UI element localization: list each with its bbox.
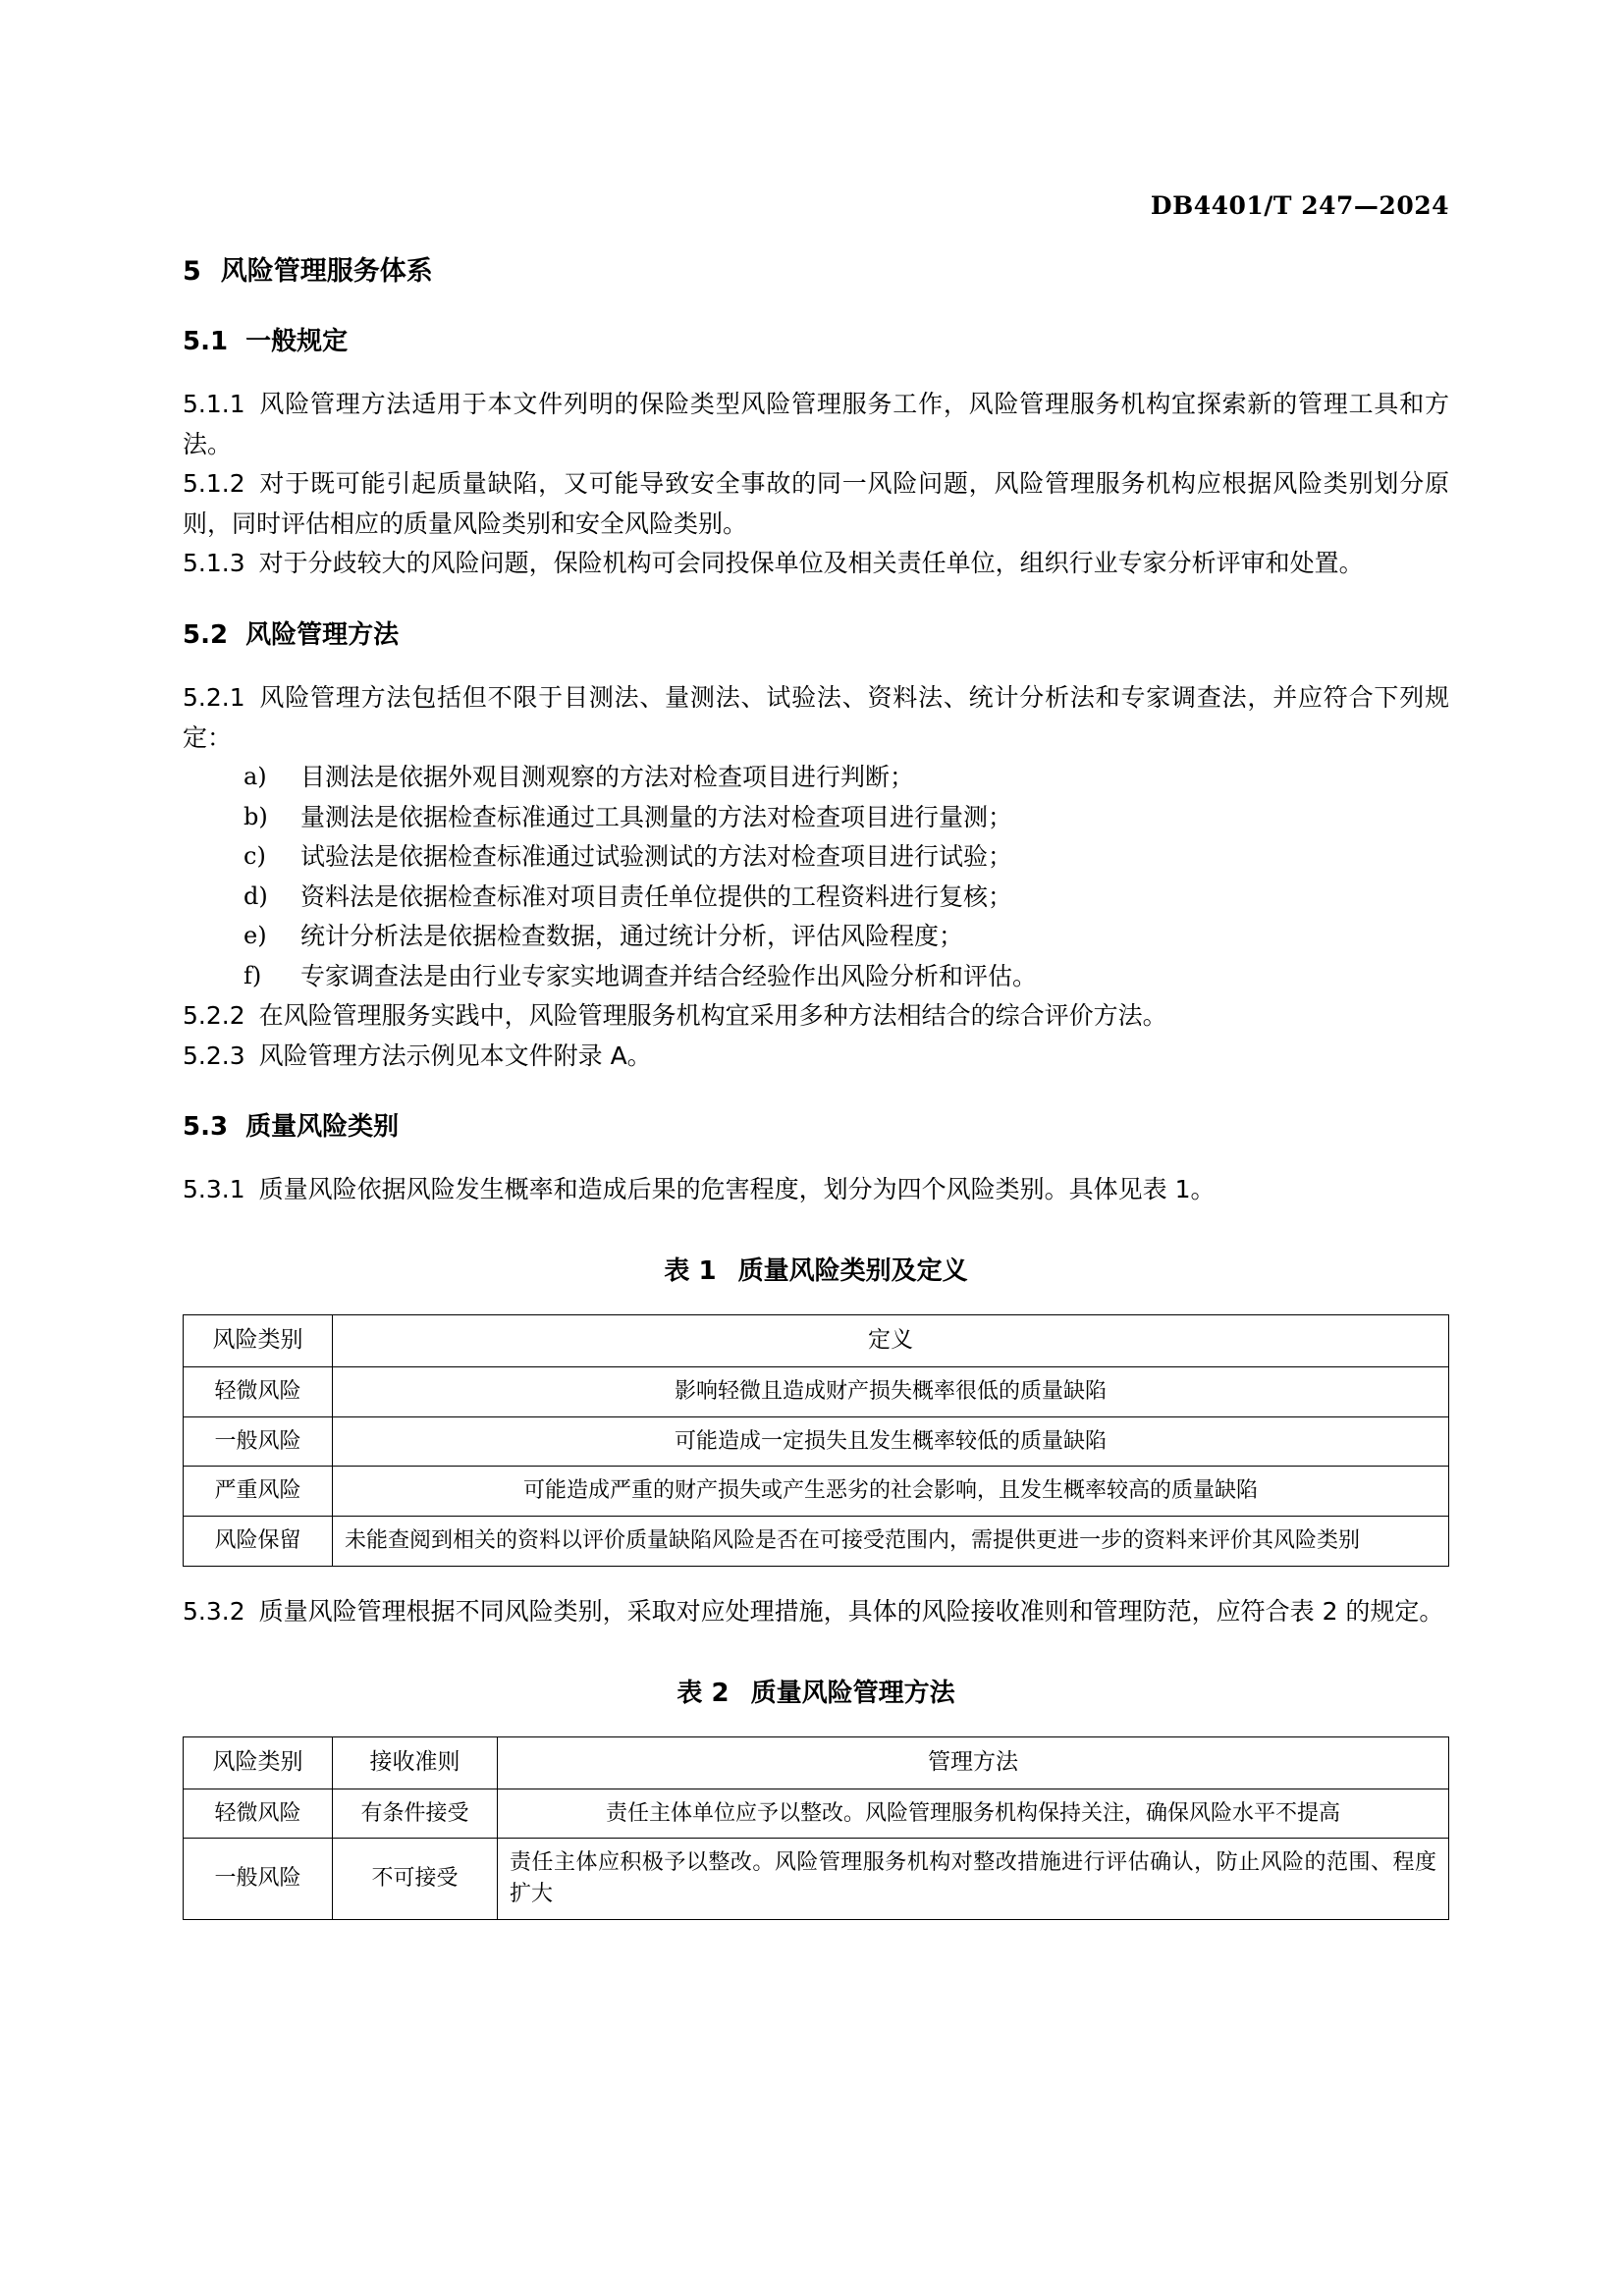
table-header-row <box>184 1737 1449 1789</box>
list-item <box>183 957 1449 997</box>
table-row <box>184 1366 1449 1416</box>
document-body <box>183 253 1449 1920</box>
section-number-5-3: 5.3 <box>183 1112 229 1143</box>
list-item <box>183 837 1449 878</box>
table-1-title: 质量风险类别及定义 <box>737 1255 968 1286</box>
section-number-5-2: 5.2 <box>183 619 229 650</box>
table-1-cell-category: 严重风险 <box>184 1467 333 1517</box>
paragraph-text-5-2-1: 风险管理方法包括但不限于目测法、量测法、试验法、资料法、统计分析法和专家调查法，并应符合下列规定： <box>183 683 1449 752</box>
list-marker: f) <box>243 961 262 989</box>
table-1-cell-category: 风险保留 <box>184 1517 333 1567</box>
paragraph-number-5-3-1: 5.3.1 <box>183 1175 245 1204</box>
table-1-header-cell: 风险类别 <box>184 1315 333 1366</box>
section-title-5-1: 一般规定 <box>245 326 349 356</box>
table-2-header-cell: 管理方法 <box>498 1737 1449 1789</box>
section-heading-5-1 <box>183 324 1449 359</box>
table-2-header-cell: 接收准则 <box>333 1737 498 1789</box>
table-1-cell-definition: 未能查阅到相关的资料以评价质量缺陷风险是否在可接受范围内，需提供更进一步的资料来评价其风险类别 <box>333 1517 1449 1567</box>
paragraph-number-5-2-2: 5.2.2 <box>183 1001 245 1031</box>
list-marker: c) <box>243 842 266 871</box>
list-item-text: 资料法是依据检查标准对项目责任单位提供的工程资料进行复核； <box>300 881 1013 911</box>
table-1-cell-category: 一般风险 <box>184 1416 333 1467</box>
list-marker: d) <box>243 881 268 910</box>
paragraph-number-5-3-2: 5.3.2 <box>183 1597 245 1627</box>
table-row <box>184 1517 1449 1567</box>
paragraph-text-5-2-2: 在风险管理服务实践中，风险管理服务机构宜采用多种方法相结合的综合评价方法。 <box>258 1001 1167 1031</box>
paragraph-5-3-2 <box>183 1592 1449 1632</box>
paragraph-number-5-1-1: 5.1.1 <box>183 390 245 419</box>
table-1-cell-definition: 可能造成一定损失且发生概率较低的质量缺陷 <box>333 1416 1449 1467</box>
section-heading-5-3 <box>183 1109 1449 1145</box>
table-2-title: 质量风险管理方法 <box>750 1678 955 1708</box>
table-2-cell-criterion: 有条件接受 <box>333 1789 498 1839</box>
list-item <box>183 758 1449 798</box>
list-item <box>183 878 1449 918</box>
list-item-text: 统计分析法是依据检查数据，通过统计分析，评估风险程度； <box>300 922 964 951</box>
list-marker: a) <box>243 763 267 791</box>
paragraph-number-5-1-2: 5.1.2 <box>183 469 245 499</box>
section-heading-5-2 <box>183 617 1449 653</box>
table-quality-risk-categories <box>183 1314 1449 1567</box>
list-item-text: 试验法是依据检查标准通过试验测试的方法对检查项目进行试验； <box>300 842 1013 872</box>
section-title-5-2: 风险管理方法 <box>245 619 400 650</box>
section-number-5: 5 <box>183 256 201 287</box>
paragraph-text-5-1-2: 对于既可能引起质量缺陷，又可能导致安全事故的同一风险问题，风险管理服务机构应根据风险类别划分原则，同时评估相应的质量风险类别和安全风险类别。 <box>183 469 1449 538</box>
table-2-cell-category: 一般风险 <box>184 1839 333 1920</box>
paragraph-text-5-2-3: 风险管理方法示例见本文件附录 A。 <box>258 1041 652 1070</box>
paragraph-number-5-2-1: 5.2.1 <box>183 683 245 713</box>
list-marker: b) <box>243 802 268 830</box>
table-row <box>184 1467 1449 1517</box>
paragraph-5-1-1 <box>183 385 1449 464</box>
section-heading-5 <box>183 253 1449 291</box>
list-item-text: 专家调查法是由行业专家实地调查并结合经验作出风险分析和评估。 <box>300 961 1038 990</box>
paragraph-5-3-1 <box>183 1170 1449 1210</box>
paragraph-5-1-3 <box>183 544 1449 584</box>
list-item <box>183 798 1449 838</box>
document-header-code: DB4401/T 247—2024 <box>1150 191 1449 220</box>
table-1-cell-category: 轻微风险 <box>184 1366 333 1416</box>
table-2-cell-method: 责任主体应积极予以整改。风险管理服务机构对整改措施进行评估确认，防止风险的范围、程度扩大 <box>498 1839 1449 1920</box>
paragraph-5-2-3 <box>183 1037 1449 1077</box>
paragraph-number-5-1-3: 5.1.3 <box>183 549 245 578</box>
list-item <box>183 917 1449 957</box>
table-2-cell-category: 轻微风险 <box>184 1789 333 1839</box>
table-row <box>184 1789 1449 1839</box>
paragraph-text-5-3-2: 质量风险管理根据不同风险类别，采取对应处理措施，具体的风险接收准则和管理防范，应符合表 2 的规定。 <box>258 1597 1444 1627</box>
table-1-caption <box>183 1254 1449 1289</box>
paragraph-5-1-2 <box>183 464 1449 544</box>
list-marker: e) <box>243 922 267 950</box>
section-title-5-3: 质量风险类别 <box>245 1112 400 1143</box>
paragraph-number-5-2-3: 5.2.3 <box>183 1041 245 1070</box>
table-1-header-cell: 定义 <box>333 1315 1449 1366</box>
table-2-cell-criterion: 不可接受 <box>333 1839 498 1920</box>
list-item-text: 量测法是依据检查标准通过工具测量的方法对检查项目进行量测； <box>300 802 1013 831</box>
table-2-label: 表 2 <box>676 1678 730 1708</box>
table-quality-risk-management-methods <box>183 1736 1449 1920</box>
list-item-text: 目测法是依据外观目测观察的方法对检查项目进行判断； <box>300 763 915 792</box>
table-2-cell-method: 责任主体单位应予以整改。风险管理服务机构保持关注，确保风险水平不提高 <box>498 1789 1449 1839</box>
table-row <box>184 1839 1449 1920</box>
paragraph-text-5-1-3: 对于分歧较大的风险问题，保险机构可会同投保单位及相关责任单位，组织行业专家分析评审和处置。 <box>258 549 1364 578</box>
section-number-5-1: 5.1 <box>183 326 229 356</box>
section-title-5: 风险管理服务体系 <box>220 256 433 287</box>
table-2-header-cell: 风险类别 <box>184 1737 333 1789</box>
paragraph-5-2-1 <box>183 678 1449 758</box>
table-header-row <box>184 1315 1449 1366</box>
table-1-cell-definition: 可能造成严重的财产损失或产生恶劣的社会影响，且发生概率较高的质量缺陷 <box>333 1467 1449 1517</box>
paragraph-5-2-2 <box>183 996 1449 1037</box>
paragraph-text-5-1-1: 风险管理方法适用于本文件列明的保险类型风险管理服务工作，风险管理服务机构宜探索新的管理工具和方法。 <box>183 390 1449 458</box>
table-1-label: 表 1 <box>664 1255 717 1286</box>
table-1-cell-definition: 影响轻微且造成财产损失概率很低的质量缺陷 <box>333 1366 1449 1416</box>
table-row <box>184 1416 1449 1467</box>
table-2-caption <box>183 1676 1449 1711</box>
paragraph-text-5-3-1: 质量风险依据风险发生概率和造成后果的危害程度，划分为四个风险类别。具体见表 1。 <box>258 1175 1216 1204</box>
method-list <box>183 758 1449 996</box>
